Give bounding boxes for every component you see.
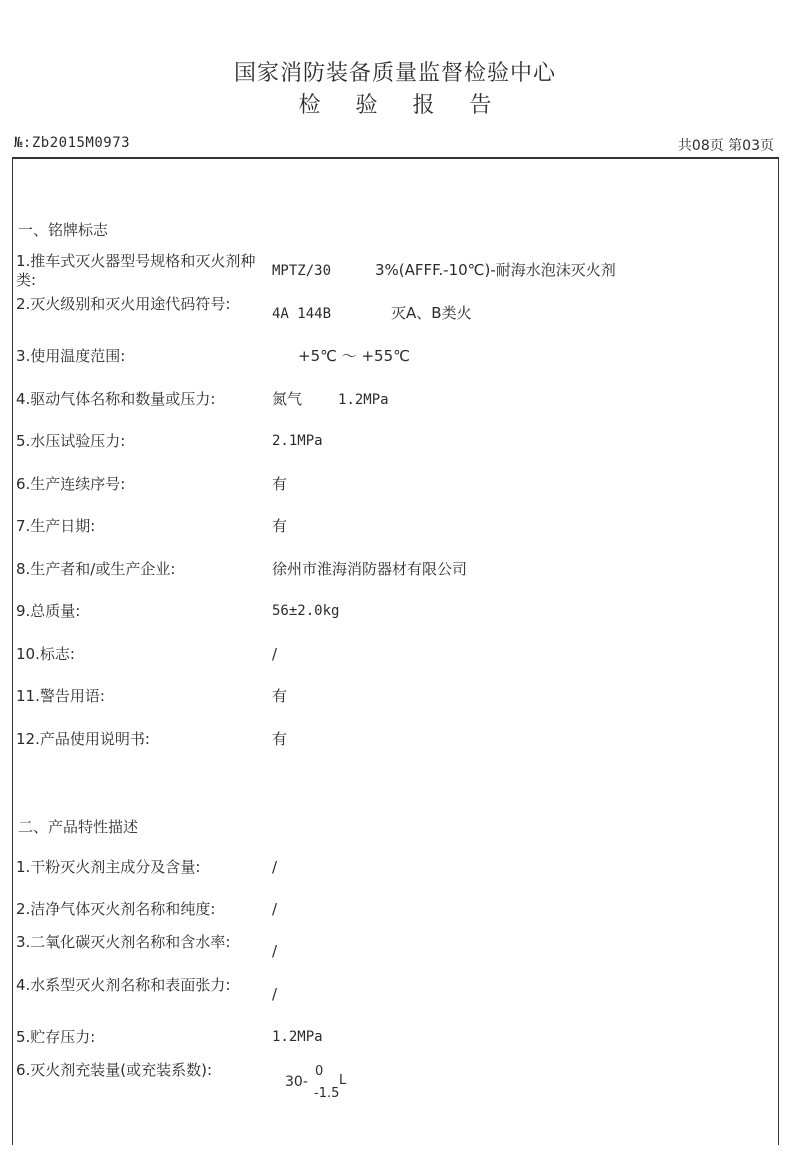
- org-title: 国家消防装备质量监督检验中心: [233, 61, 556, 86]
- field-value: 1.2MPa: [272, 1029, 323, 1045]
- field-row: [16, 380, 776, 420]
- field-value: 56±2.0kg: [272, 603, 340, 619]
- fill-amount-lower-tolerance: -1.5: [314, 1086, 340, 1101]
- field-label: 7.生产日期:: [16, 517, 96, 535]
- field-label: 5.水压试验压力:: [16, 432, 126, 450]
- field-value: 有: [272, 517, 288, 535]
- field-label: 9.总质量:: [16, 602, 81, 620]
- field-value: 有: [272, 730, 288, 748]
- field-value: [272, 261, 616, 281]
- field-label: 1.推车式灭火器型号规格和灭火剂种类:: [16, 252, 256, 289]
- fill-amount-upper-tolerance: 0: [315, 1064, 324, 1079]
- field-value-model: MPTZ/30: [272, 263, 332, 279]
- field-label: 2.洁净气体灭火剂名称和纯度:: [16, 900, 216, 918]
- field-row: [16, 465, 776, 505]
- field-value: /: [272, 942, 278, 960]
- field-value: 有: [272, 687, 288, 705]
- field-value-agent: 3%(AFFF.-10℃)-耐海水泡沫灭火剂: [375, 261, 616, 279]
- field-label: 3.二氧化碳灭火剂名称和含水率:: [16, 933, 231, 951]
- field-row: [16, 507, 776, 547]
- field-label: 2.灭火级别和灭火用途代码符号:: [16, 295, 231, 313]
- field-row: [16, 1018, 776, 1058]
- field-label: 5.贮存压力:: [16, 1028, 96, 1046]
- field-row: [16, 422, 776, 462]
- field-value-gas: 氮气: [272, 390, 303, 408]
- field-value: +5℃ ～ +55℃: [298, 347, 410, 365]
- field-row: [16, 976, 776, 1016]
- field-value-use: 灭A、B类火: [391, 304, 472, 322]
- field-row: [16, 933, 776, 973]
- fill-amount-value: [285, 1064, 365, 1104]
- field-label: 8.生产者和/或生产企业:: [16, 560, 176, 578]
- field-value: /: [272, 900, 278, 918]
- section-characteristics-title: 二、产品特性描述: [18, 818, 139, 836]
- field-row: [16, 720, 776, 760]
- field-label: 1.干粉灭火剂主成分及含量:: [16, 858, 201, 876]
- page-info: 共08页 第03页: [677, 138, 774, 154]
- field-value: /: [272, 645, 278, 663]
- field-value: /: [272, 985, 278, 1003]
- field-row: [16, 337, 776, 377]
- fill-amount-base: 30-: [285, 1074, 308, 1090]
- field-value: 2.1MPa: [272, 433, 323, 449]
- field-label: 12.产品使用说明书:: [16, 730, 150, 748]
- field-row: [16, 550, 776, 590]
- field-value: [272, 304, 472, 324]
- section-nameplate-title: 一、铭牌标志: [18, 221, 109, 239]
- field-label: 6.灭火剂充装量(或充装系数):: [16, 1061, 213, 1079]
- report-title: 检 验 报 告: [298, 93, 506, 118]
- field-row: [16, 592, 776, 632]
- field-row: [16, 635, 776, 675]
- field-value-pressure: 1.2MPa: [338, 392, 389, 408]
- field-value: 徐州市淮海消防器材有限公司: [272, 560, 468, 578]
- field-row: [16, 848, 776, 888]
- field-row: [16, 677, 776, 717]
- field-label: 10.标志:: [16, 645, 75, 663]
- field-row: [16, 1061, 776, 1101]
- field-value: [272, 390, 389, 410]
- field-value: /: [272, 858, 278, 876]
- field-label: 6.生产连续序号:: [16, 475, 126, 493]
- field-label: 4.水系型灭火剂名称和表面张力:: [16, 976, 231, 994]
- field-label: 4.驱动气体名称和数量或压力:: [16, 390, 216, 408]
- fill-amount-unit: L: [339, 1073, 347, 1088]
- field-label: 3.使用温度范围:: [16, 347, 126, 365]
- field-row: [16, 295, 776, 335]
- field-value-rating: 4A 144B: [272, 306, 332, 322]
- field-value: 有: [272, 475, 288, 493]
- field-label: 11.警告用语:: [16, 687, 105, 705]
- report-number: №:Zb2015M0973: [14, 135, 131, 151]
- field-row: [16, 890, 776, 930]
- field-row: [16, 252, 776, 292]
